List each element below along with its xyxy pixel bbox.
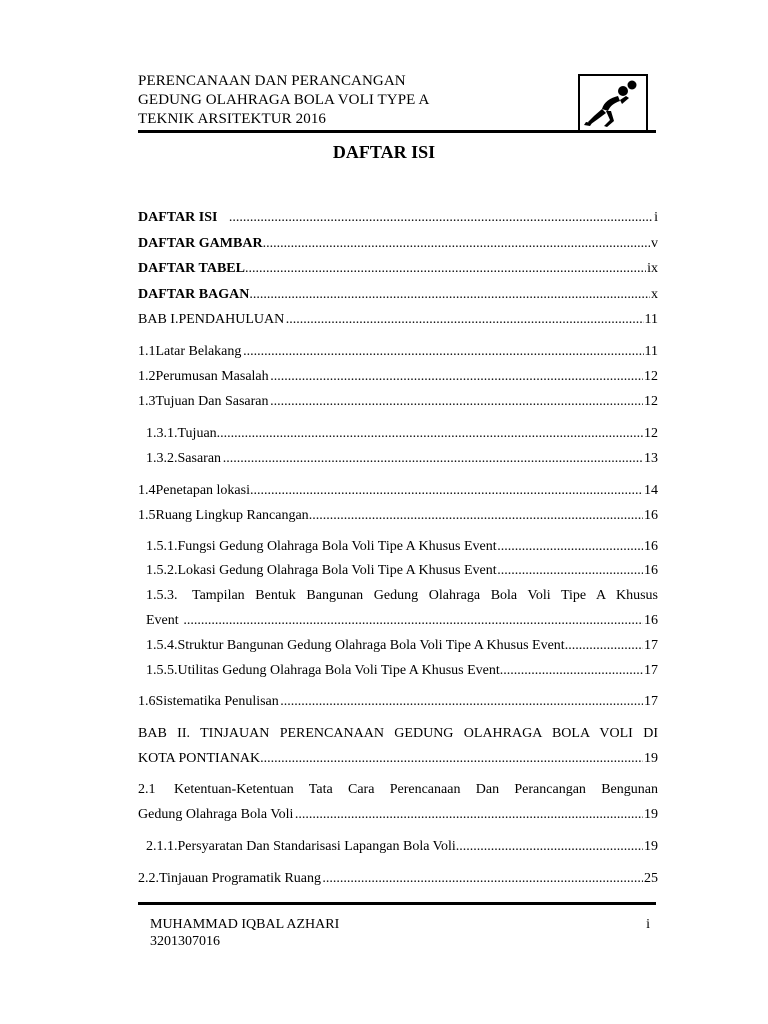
toc-entry-text: Tujuan Dan Sasaran	[155, 394, 269, 409]
footer-student-id: 3201307016	[150, 934, 220, 949]
toc-entry-number: 1.3.1.	[146, 426, 178, 441]
toc-entry-text: Perumusan Masalah	[155, 369, 269, 384]
toc-entry-1-2[interactable]	[138, 368, 658, 386]
toc-entry-1-1[interactable]	[138, 343, 658, 361]
toc-entry-page: 17	[644, 694, 658, 709]
toc-entry-page: 17	[644, 638, 658, 653]
toc-entry-daftar-isi[interactable]	[138, 209, 658, 227]
toc-entry-1-5-3[interactable]	[146, 587, 658, 605]
header-rule	[138, 130, 656, 133]
toc-leader	[245, 260, 646, 278]
toc-entry-1-6[interactable]	[138, 693, 658, 711]
document-footer	[150, 916, 650, 950]
toc-entry-page: 16	[644, 613, 658, 628]
toc-entry-text: Tampilan Bentuk Bangunan Gedung Olahraga Bola Voli Tipe A Khusus	[192, 588, 658, 603]
toc-entry-page: 25	[644, 871, 658, 886]
toc-entry-1-5-3-cont[interactable]	[146, 612, 658, 630]
toc-entry-page: 14	[644, 483, 658, 498]
toc-leader	[270, 393, 643, 411]
toc-leader	[280, 693, 643, 711]
toc-entry-1-3[interactable]	[138, 393, 658, 411]
toc-entry-page: 17	[644, 663, 658, 678]
volleyball-player-icon	[578, 74, 648, 132]
toc-leader	[500, 662, 643, 680]
page-title: DAFTAR ISI	[332, 142, 436, 162]
toc-entry-page: ix	[647, 261, 658, 276]
toc-entry-text: Ruang Lingkup Rancangan	[155, 508, 309, 523]
toc-leader	[286, 311, 644, 329]
toc-entry-number: 2.2.	[138, 871, 159, 886]
toc-entry-number: 1.3	[138, 394, 156, 409]
toc-leader	[250, 482, 643, 500]
toc-entry-1-5[interactable]	[138, 507, 658, 525]
toc-entry-text: Event	[146, 613, 179, 628]
header-line-1: PERENCANAAN DAN PERANCANGAN	[138, 73, 406, 89]
toc-leader	[229, 209, 653, 227]
toc-entry-1-3-2[interactable]	[146, 450, 658, 468]
toc-entry-wrapped-line	[138, 781, 658, 799]
toc-leader	[260, 750, 643, 768]
toc-entry-2-1-cont[interactable]	[138, 806, 658, 824]
toc-entry-page: 19	[644, 839, 658, 854]
toc-entry-number: 1.3.2.	[146, 451, 178, 466]
toc-entry-1-5-2[interactable]	[146, 562, 658, 580]
toc-entry-page: 19	[644, 807, 658, 822]
toc-entry-bab-2[interactable]	[138, 725, 658, 743]
toc-entry-bab-2-cont[interactable]	[138, 750, 658, 768]
toc-entry-text: Fungsi Gedung Olahraga Bola Voli Tipe A Khusus Event	[177, 539, 497, 554]
toc-leader	[497, 562, 643, 580]
toc-entry-number: 1.6	[138, 694, 156, 709]
toc-entry-text: Latar Belakang	[155, 344, 242, 359]
footer-rule	[138, 902, 656, 905]
toc-leader	[249, 286, 650, 304]
toc-entry-page: 16	[644, 563, 658, 578]
footer-author: MUHAMMAD IQBAL AZHARI	[150, 917, 340, 932]
toc-entry-1-3-1[interactable]	[146, 425, 658, 443]
toc-entry-page: 13	[644, 451, 658, 466]
toc-leader	[263, 235, 650, 253]
toc-leader	[497, 538, 643, 556]
toc-entry-page: x	[651, 287, 658, 302]
toc-entry-1-5-1[interactable]	[146, 538, 658, 556]
toc-leader	[223, 450, 643, 468]
toc-leader	[295, 806, 643, 824]
footer-page-number: i	[646, 917, 650, 932]
toc-entry-text: Lokasi Gedung Olahraga Bola Voli Tipe A Khusus Event	[177, 563, 497, 578]
toc-entry-text: Sasaran	[177, 451, 222, 466]
toc-entry-number: 1.5.4.	[146, 638, 178, 653]
toc-entry-number: 1.4	[138, 483, 156, 498]
toc-entry-text: Ketentuan-Ketentuan Tata Cara Perencanaan Dan Perancangan Bengunan	[174, 782, 658, 797]
toc-entry-page: 12	[644, 394, 658, 409]
toc-entry-page: v	[651, 236, 658, 251]
toc-entry-number: 2.1.1.	[146, 839, 178, 854]
toc-leader	[243, 343, 643, 361]
toc-entry-text: KOTA PONTIANAK	[138, 751, 261, 766]
toc-leader	[217, 425, 643, 443]
toc-entry-text: DAFTAR GAMBAR	[138, 236, 263, 251]
toc-entry-wrapped-line	[146, 587, 658, 605]
toc-leader	[322, 870, 643, 888]
toc-entry-daftar-gambar[interactable]	[138, 235, 658, 253]
toc-entry-daftar-tabel[interactable]	[138, 260, 658, 278]
toc-entry-text: Tinjauan Programatik Ruang	[159, 871, 322, 886]
toc-entry-page: 11	[644, 312, 658, 327]
toc-entry-daftar-bagan[interactable]	[138, 286, 658, 304]
toc-entry-text: Sistematika Penulisan	[155, 694, 279, 709]
toc-entry-text: Utilitas Gedung Olahraga Bola Voli Tipe A Khusus Event	[177, 663, 500, 678]
toc-entry-1-4[interactable]	[138, 482, 658, 500]
toc-entry-number: 1.5.3.	[146, 588, 178, 603]
toc-entry-1-5-4[interactable]	[146, 637, 658, 655]
toc-entry-page: 12	[644, 369, 658, 384]
toc-leader	[270, 368, 643, 386]
toc-entry-number: 1.1	[138, 344, 156, 359]
toc-entry-text: Penetapan lokasi	[155, 483, 250, 498]
toc-entry-number: 1.5.2.	[146, 563, 178, 578]
toc-entry-2-2[interactable]	[138, 870, 658, 888]
toc-entry-page: 16	[644, 508, 658, 523]
toc-entry-2-1-1[interactable]	[146, 838, 658, 856]
header-line-3: TEKNIK ARSITEKTUR 2016	[138, 111, 327, 127]
toc-entry-text: DAFTAR ISI	[138, 210, 218, 225]
toc-entry-text: BAB II. TINJAUAN PERENCANAAN GEDUNG OLAHRAGA BOLA VOLI DI	[138, 726, 658, 741]
toc-entry-number: 1.5.5.	[146, 663, 178, 678]
toc-entry-text: Gedung Olahraga Bola Voli	[138, 807, 294, 822]
toc-leader	[183, 612, 643, 630]
toc-entry-page: i	[654, 210, 658, 225]
toc-entry-page: 12	[644, 426, 658, 441]
toc-entry-number: 2.1	[138, 782, 156, 797]
toc-leader	[309, 507, 643, 525]
toc-entry-text: Tujuan	[177, 426, 217, 441]
toc-entry-page: 11	[644, 344, 658, 359]
toc-entry-page: 16	[644, 539, 658, 554]
toc-entry-text: Struktur Bangunan Gedung Olahraga Bola Voli Tipe A Khusus Event	[177, 638, 565, 653]
toc-entry-number: 1.5	[138, 508, 156, 523]
toc-entry-text: DAFTAR BAGAN	[138, 287, 250, 302]
header-line-2: GEDUNG OLAHRAGA BOLA VOLI TYPE A	[138, 92, 430, 108]
toc-entry-text: DAFTAR TABEL	[138, 261, 245, 276]
toc-leader	[565, 637, 643, 655]
toc-leader	[456, 838, 643, 856]
toc-entry-1-5-5[interactable]	[146, 662, 658, 680]
toc-entry-text: Persyaratan Dan Standarisasi Lapangan Bola Voli	[177, 839, 456, 854]
toc-entry-page: 19	[644, 751, 658, 766]
toc-entry-number: 1.2	[138, 369, 156, 384]
toc-entry-number: 1.5.1.	[146, 539, 178, 554]
toc-entry-bab-1[interactable]	[138, 311, 658, 329]
toc-entry-text: BAB I.PENDAHULUAN	[138, 312, 285, 327]
toc-entry-2-1[interactable]	[138, 781, 658, 799]
